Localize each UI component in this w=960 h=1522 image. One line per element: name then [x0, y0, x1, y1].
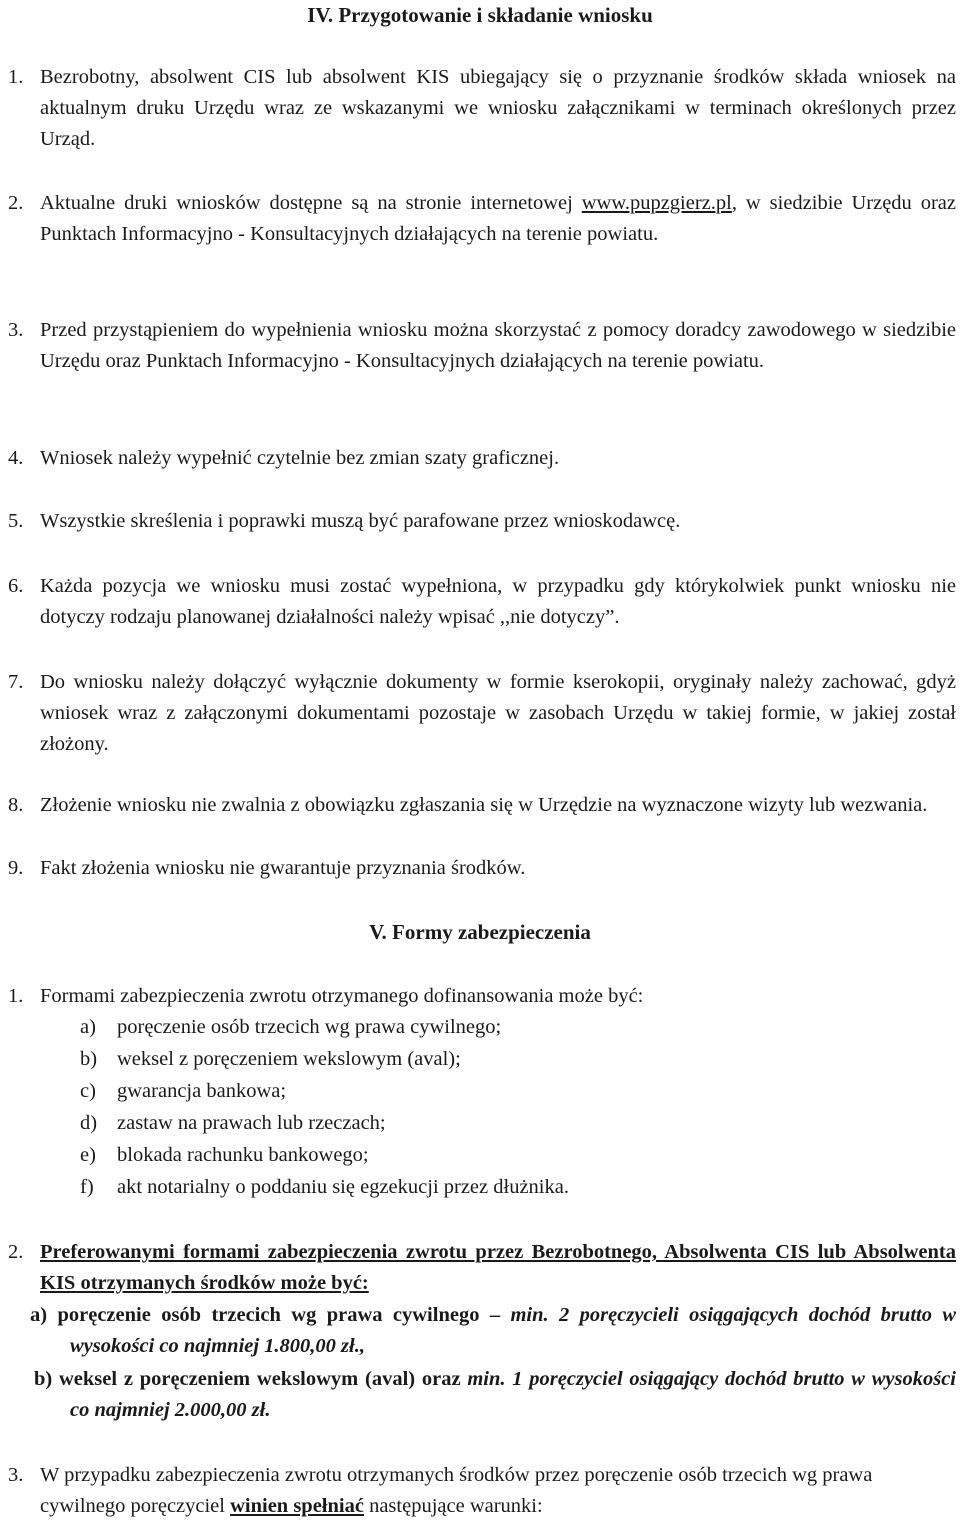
sublist-item: [80, 1108, 386, 1139]
sublist-letter: b): [80, 1048, 98, 1070]
item-number: 7.: [8, 671, 24, 693]
item-text-part: następujące warunki:: [363, 1495, 543, 1517]
option-letter: b): [34, 1368, 53, 1390]
item-number: 1.: [8, 985, 24, 1007]
option-italic-text: min. 1 poręczyciel osiągający dochód brutto w wysokości co najmniej 2.000,00 zł.: [70, 1368, 956, 1421]
list-item: [8, 667, 956, 760]
option-letter: a): [30, 1304, 48, 1326]
sublist-item: [80, 1076, 286, 1107]
item-number: 3.: [8, 1464, 24, 1486]
preferred-forms-heading: [40, 1237, 956, 1299]
item-number: 6.: [8, 575, 24, 597]
sublist-item: [80, 1140, 369, 1171]
option-bold-text: poręczenie osób trzecich wg prawa cywilnego: [57, 1304, 480, 1326]
item-number: 2.: [8, 1241, 24, 1263]
list-item: [8, 443, 956, 474]
item-text: Przed przystąpieniem do wypełnienia wniosku można skorzystać z pomocy doradcy zawodowego w siedzibie Urzędu oraz Punktach Informacyjno - Konsultacyjnych działających na terenie powiatu.: [40, 319, 956, 372]
sublist-letter: a): [80, 1016, 96, 1038]
sublist-text: gwarancja bankowa;: [117, 1080, 287, 1102]
sublist-item: [80, 1172, 569, 1203]
website-link[interactable]: www.pupzgierz.pl: [581, 192, 732, 214]
item-text-part: , w siedzibie Urzędu oraz Punktach Informacyjno - Konsultacyjnych działających na terenie powiatu.: [40, 192, 956, 245]
item-text: Bezrobotny, absolwent CIS lub absolwent KIS ubiegający się o przyznanie środków składa wniosek na aktualnym druku Urzędu wraz ze wskazanymi we wniosku załącznikami w terminach określonych przez Urząd.: [40, 66, 956, 150]
item-text: [40, 188, 956, 250]
list-item: [8, 853, 956, 884]
item-number: 9.: [8, 857, 24, 879]
option-italic-text: min. 2 poręczycieli osiągających dochód brutto w wysokości co najmniej 1.800,00 zł.,: [70, 1304, 957, 1357]
sublist-text: blokada rachunku bankowego;: [117, 1144, 369, 1166]
underlined-heading: Preferowanymi formami zabezpieczenia zwrotu przez Bezrobotnego, Absolwenta CIS lub Absolwenta KIS otrzymanych środków może być:: [40, 1241, 956, 1294]
sublist-letter: d): [80, 1112, 98, 1134]
sublist-text: zastaw na prawach lub rzeczach;: [117, 1112, 386, 1134]
sublist-item: [80, 1044, 461, 1075]
section-v-heading: V. Formy zabezpieczenia: [369, 920, 591, 944]
list-item: [8, 571, 956, 633]
preferred-option-a: [30, 1300, 956, 1362]
option-bold-text: weksel z poręczeniem wekslowym (aval) oraz: [59, 1368, 461, 1390]
item-text-part: Aktualne druki wniosków dostępne są na stronie internetowej: [40, 192, 582, 214]
item-text: Fakt złożenia wniosku nie gwarantuje przyznania środków.: [40, 857, 526, 879]
item-text: Wszystkie skreślenia i poprawki muszą być parafowane przez wnioskodawcę.: [40, 510, 681, 532]
option-dash: –: [479, 1304, 511, 1326]
sublist-letter: f): [80, 1176, 94, 1198]
item-number: 4.: [8, 447, 24, 469]
emphasis-text: winien spełniać: [230, 1495, 364, 1517]
sublist-text: weksel z poręczeniem wekslowym (aval);: [117, 1048, 461, 1070]
item-number: 2.: [8, 192, 24, 214]
sublist-text: poręczenie osób trzecich wg prawa cywilnego;: [117, 1016, 502, 1038]
list-item: [8, 188, 956, 250]
item-text: [40, 1460, 956, 1522]
item-text: Do wniosku należy dołączyć wyłącznie dokumenty w formie kserokopii, oryginały należy zachować, gdyż wniosek wraz z załączonymi dokumentami pozostaje w zasobach Urzędu w takiej formie, w jakiej został złożony.: [40, 671, 956, 755]
item-text-part: W przypadku zabezpieczenia zwrotu otrzymanych środków przez poręczenie osób trzecich wg prawa cywilnego poręczyciel: [40, 1464, 873, 1517]
list-item: [8, 62, 956, 155]
sublist-item: [80, 1012, 501, 1043]
section-iv-heading: IV. Przygotowanie i składanie wniosku: [307, 3, 653, 27]
list-item: [8, 315, 956, 377]
list-item: [8, 1237, 956, 1299]
sublist-text: akt notarialny o poddaniu się egzekucji przez dłużnika.: [117, 1176, 569, 1198]
item-number: 1.: [8, 66, 24, 88]
item-number: 5.: [8, 510, 24, 532]
list-item: [8, 506, 956, 537]
preferred-option-b: [34, 1364, 956, 1426]
item-text: Każda pozycja we wniosku musi zostać wypełniona, w przypadku gdy którykolwiek punkt wniosku nie dotyczy rodzaju planowanej działalności należy wpisać ,,nie dotyczy”.: [40, 575, 956, 628]
list-item: [8, 1460, 956, 1522]
item-text: Formami zabezpieczenia zwrotu otrzymanego dofinansowania może być:: [40, 985, 644, 1007]
item-number: 8.: [8, 794, 24, 816]
item-text: Wniosek należy wypełnić czytelnie bez zmian szaty graficznej.: [40, 447, 560, 469]
sublist-letter: e): [80, 1144, 96, 1166]
sublist-letter: c): [80, 1080, 96, 1102]
item-text: Złożenie wniosku nie zwalnia z obowiązku zgłaszania się w Urzędzie na wyznaczone wizyty lub wezwania.: [40, 794, 928, 816]
list-item: [8, 981, 956, 1012]
item-number: 3.: [8, 319, 24, 341]
list-item: [8, 790, 956, 821]
